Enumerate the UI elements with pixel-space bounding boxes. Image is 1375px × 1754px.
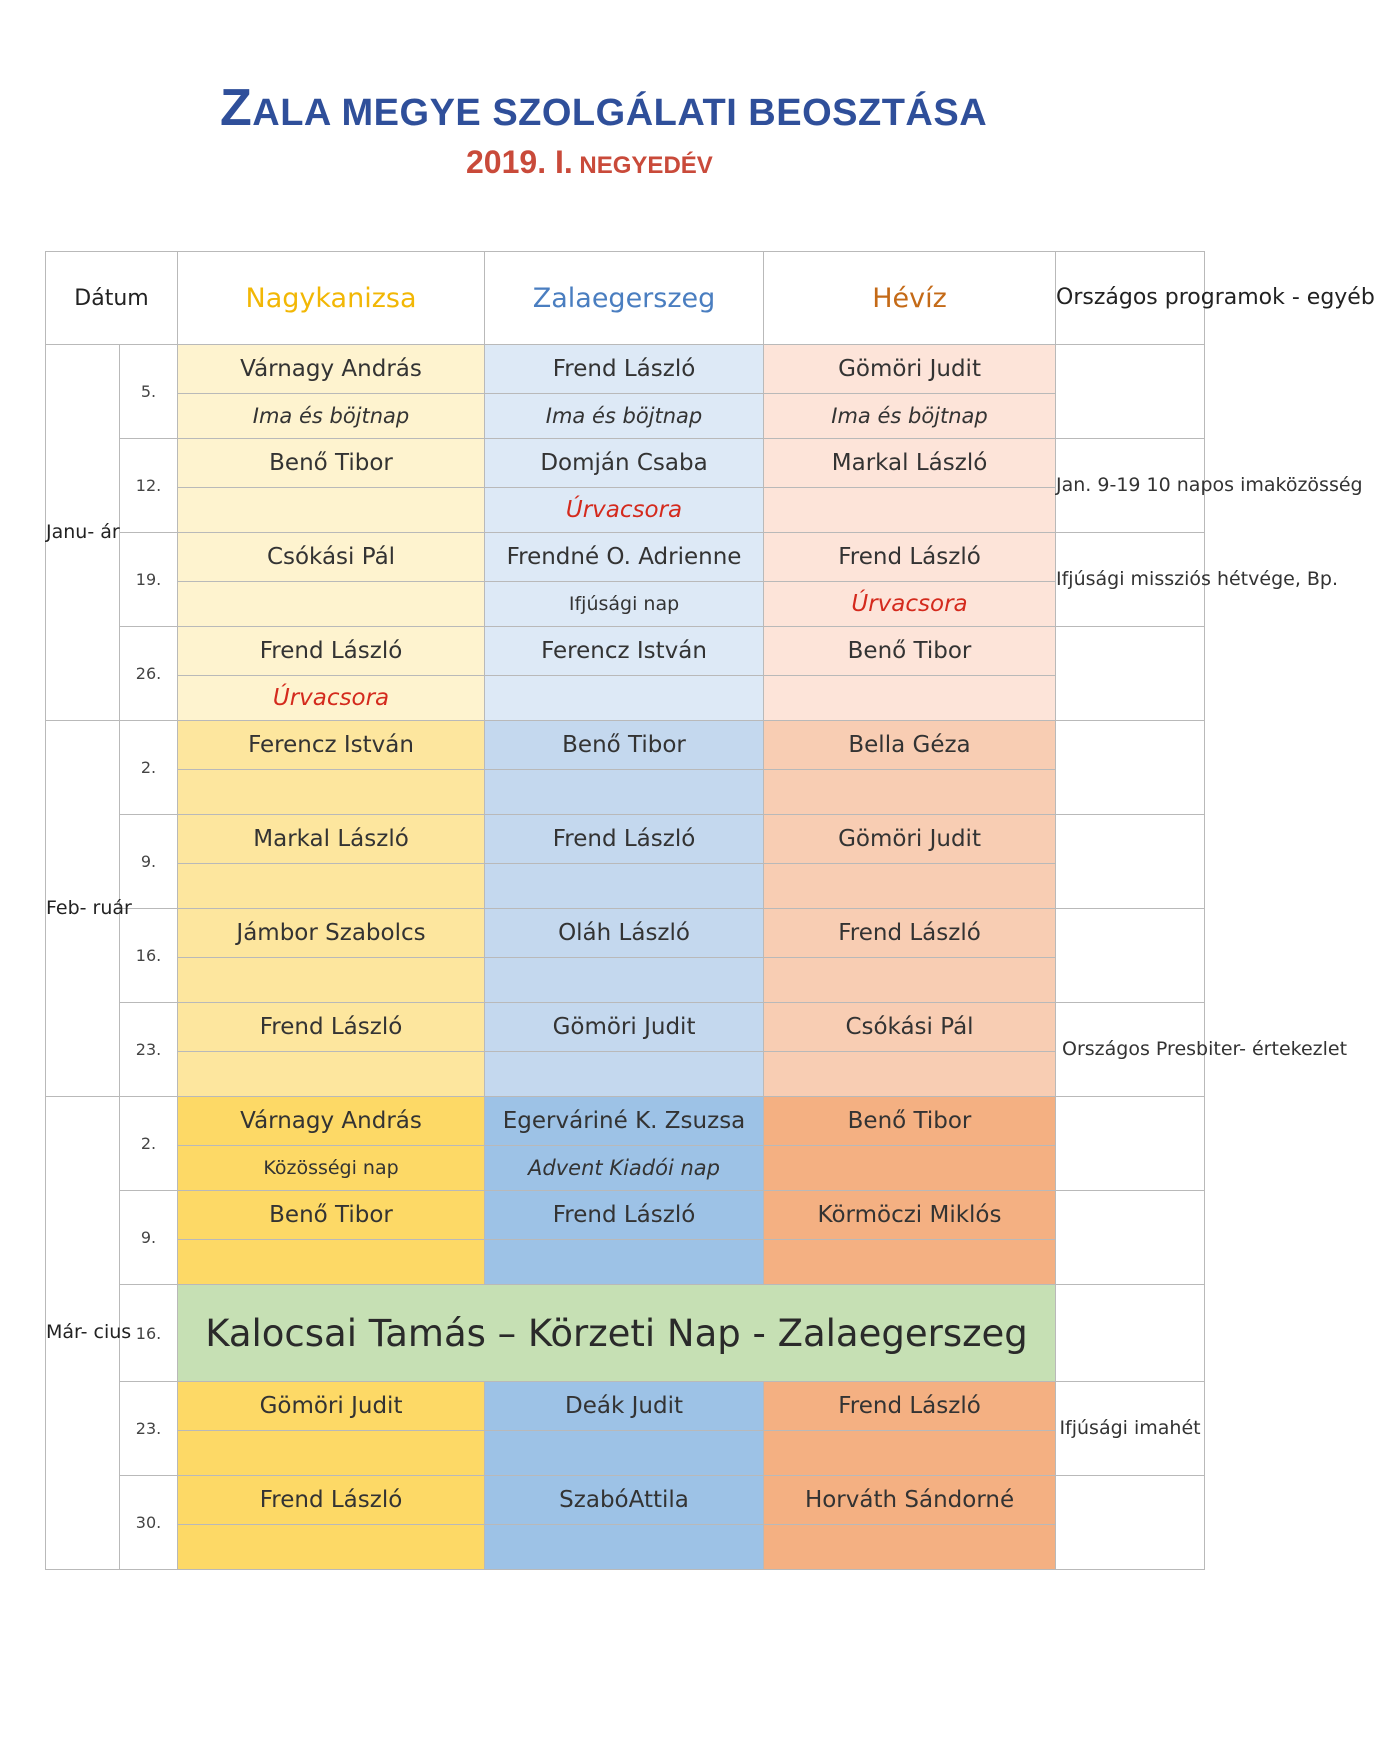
heviz-note: Úrvacsora [764, 582, 1056, 627]
other-cell: Ifjúsági imahét [1056, 1382, 1205, 1476]
special-event-cell: Kalocsai Tamás – Körzeti Nap - Zalaegerszeg [178, 1285, 1056, 1382]
other-cell: Ifjúsági missziós hétvége, Bp. [1056, 533, 1205, 627]
heviz-cell: Gömöri Judit [764, 345, 1056, 394]
heviz-cell: Benő Tibor [764, 1097, 1056, 1146]
table-row [46, 909, 1205, 958]
nagykanizsa-cell: Ferencz István [178, 721, 485, 770]
zalaegerszeg-note [485, 1431, 764, 1476]
table-row [46, 1240, 1205, 1285]
nagykanizsa-note [178, 1240, 485, 1285]
zalaegerszeg-note: Ifjúsági nap [485, 582, 764, 627]
schedule-table [45, 251, 1375, 1570]
zalaegerszeg-cell: Oláh László [485, 909, 764, 958]
table-row [46, 533, 1205, 582]
heviz-note [764, 488, 1056, 533]
nagykanizsa-note [178, 1431, 485, 1476]
other-cell [1056, 721, 1205, 815]
day-cell: 2. [120, 721, 178, 815]
month-march: Már- cius [46, 1097, 120, 1570]
nagykanizsa-note [178, 864, 485, 909]
heviz-note [764, 676, 1056, 721]
zalaegerszeg-cell: Gömöri Judit [485, 1003, 764, 1052]
other-cell: Országos Presbiter- értekezlet [1056, 1003, 1205, 1097]
page-title [0, 78, 1240, 138]
other-cell [1056, 627, 1205, 721]
day-cell: 9. [120, 1191, 178, 1285]
table-row [46, 721, 1205, 770]
other-cell [1056, 1097, 1205, 1191]
heviz-cell: Markal László [764, 439, 1056, 488]
nagykanizsa-cell: Jámbor Szabolcs [178, 909, 485, 958]
header-nagykanizsa: Nagykanizsa [178, 252, 485, 345]
table-row [46, 345, 1205, 394]
zalaegerszeg-note [485, 864, 764, 909]
heviz-note [764, 1431, 1056, 1476]
zalaegerszeg-note: Úrvacsora [485, 488, 764, 533]
header-row [46, 252, 1205, 345]
nagykanizsa-cell: Csókási Pál [178, 533, 485, 582]
heviz-note: Ima és böjtnap [764, 394, 1056, 439]
table-row [46, 582, 1205, 627]
day-cell: 30. [120, 1476, 178, 1570]
day-cell: 2. [120, 1097, 178, 1191]
month-january: Janu- ár [46, 345, 120, 721]
nagykanizsa-cell: Gömöri Judit [178, 1382, 485, 1431]
day-cell: 16. [120, 1285, 178, 1382]
table-row [46, 1382, 1205, 1431]
nagykanizsa-note [178, 582, 485, 627]
day-cell: 23. [120, 1003, 178, 1097]
table-row [46, 770, 1205, 815]
table-row [46, 1431, 1205, 1476]
zalaegerszeg-note [485, 676, 764, 721]
table-row [46, 488, 1205, 533]
other-cell [1056, 909, 1205, 1003]
subtitle-rest: NEGYEDÉV [572, 152, 713, 179]
zalaegerszeg-cell: Ferencz István [485, 627, 764, 676]
table-row [46, 815, 1205, 864]
header-date: Dátum [46, 252, 178, 345]
zalaegerszeg-note [485, 770, 764, 815]
day-cell: 19. [120, 533, 178, 627]
header-other: Országos programok - egyéb [1056, 252, 1205, 345]
day-cell: 16. [120, 909, 178, 1003]
heviz-note [764, 1146, 1056, 1191]
day-cell: 26. [120, 627, 178, 721]
table-row [46, 1191, 1205, 1240]
table-row [46, 676, 1205, 721]
nagykanizsa-note [178, 1052, 485, 1097]
other-cell [1056, 345, 1205, 439]
nagykanizsa-note: Ima és böjtnap [178, 394, 485, 439]
table-row [46, 958, 1205, 1003]
heviz-note [764, 958, 1056, 1003]
nagykanizsa-note [178, 488, 485, 533]
month-february: Feb- ruár [46, 721, 120, 1097]
heviz-cell: Benő Tibor [764, 627, 1056, 676]
header-zalaegerszeg: Zalaegerszeg [485, 252, 764, 345]
nagykanizsa-note [178, 958, 485, 1003]
nagykanizsa-note [178, 1525, 485, 1570]
table-row [46, 1003, 1205, 1052]
heviz-cell: Frend László [764, 909, 1056, 958]
zalaegerszeg-note: Ima és böjtnap [485, 394, 764, 439]
nagykanizsa-note [178, 770, 485, 815]
day-cell: 5. [120, 345, 178, 439]
page-subtitle [466, 144, 713, 181]
other-cell: Jan. 9-19 10 napos imaközösség [1056, 439, 1205, 533]
zalaegerszeg-cell: Egerváriné K. Zsuzsa [485, 1097, 764, 1146]
zalaegerszeg-note [485, 1525, 764, 1570]
other-cell [1056, 1476, 1205, 1570]
other-cell [1056, 1285, 1205, 1382]
heviz-cell: Frend László [764, 1382, 1056, 1431]
nagykanizsa-cell: Várnagy András [178, 345, 485, 394]
zalaegerszeg-cell: Frend László [485, 345, 764, 394]
nagykanizsa-cell: Markal László [178, 815, 485, 864]
heviz-cell: Bella Géza [764, 721, 1056, 770]
subtitle-year: 2019. I. [466, 144, 573, 180]
heviz-note [764, 1052, 1056, 1097]
table-row [46, 864, 1205, 909]
nagykanizsa-note: Úrvacsora [178, 676, 485, 721]
nagykanizsa-cell: Frend László [178, 1003, 485, 1052]
heviz-cell: Horváth Sándorné [764, 1476, 1056, 1525]
table-row [46, 627, 1205, 676]
nagykanizsa-cell: Frend László [178, 627, 485, 676]
zalaegerszeg-note [485, 1052, 764, 1097]
zalaegerszeg-note: Advent Kiadói nap [485, 1146, 764, 1191]
day-cell: 23. [120, 1382, 178, 1476]
table-row [46, 1097, 1205, 1146]
day-cell: 12. [120, 439, 178, 533]
nagykanizsa-cell: Benő Tibor [178, 1191, 485, 1240]
heviz-note [764, 770, 1056, 815]
table-row [46, 439, 1205, 488]
zalaegerszeg-cell: Domján Csaba [485, 439, 764, 488]
table-row [46, 1476, 1205, 1525]
heviz-cell: Gömöri Judit [764, 815, 1056, 864]
heviz-cell: Frend László [764, 533, 1056, 582]
nagykanizsa-note: Közösségi nap [178, 1146, 485, 1191]
day-cell: 9. [120, 815, 178, 909]
title-first-letter: Z [220, 79, 253, 137]
heviz-cell: Körmöczi Miklós [764, 1191, 1056, 1240]
zalaegerszeg-cell: SzabóAttila [485, 1476, 764, 1525]
table-row [46, 1525, 1205, 1570]
zalaegerszeg-cell: Frendné O. Adrienne [485, 533, 764, 582]
table-row [46, 1285, 1205, 1382]
zalaegerszeg-cell: Deák Judit [485, 1382, 764, 1431]
table-row [46, 394, 1205, 439]
other-cell [1056, 1191, 1205, 1285]
nagykanizsa-cell: Frend László [178, 1476, 485, 1525]
heviz-note [764, 1240, 1056, 1285]
nagykanizsa-cell: Benő Tibor [178, 439, 485, 488]
header-heviz: Hévíz [764, 252, 1056, 345]
zalaegerszeg-note [485, 1240, 764, 1285]
table-row [46, 1146, 1205, 1191]
zalaegerszeg-cell: Frend László [485, 1191, 764, 1240]
heviz-cell: Csókási Pál [764, 1003, 1056, 1052]
zalaegerszeg-cell: Frend László [485, 815, 764, 864]
heviz-note [764, 864, 1056, 909]
title-rest: ALA MEGYE SZOLGÁLATI BEOSZTÁSA [252, 92, 988, 134]
zalaegerszeg-note [485, 958, 764, 1003]
table-row [46, 1052, 1205, 1097]
heviz-note [764, 1525, 1056, 1570]
other-cell [1056, 815, 1205, 909]
nagykanizsa-cell: Várnagy András [178, 1097, 485, 1146]
zalaegerszeg-cell: Benő Tibor [485, 721, 764, 770]
